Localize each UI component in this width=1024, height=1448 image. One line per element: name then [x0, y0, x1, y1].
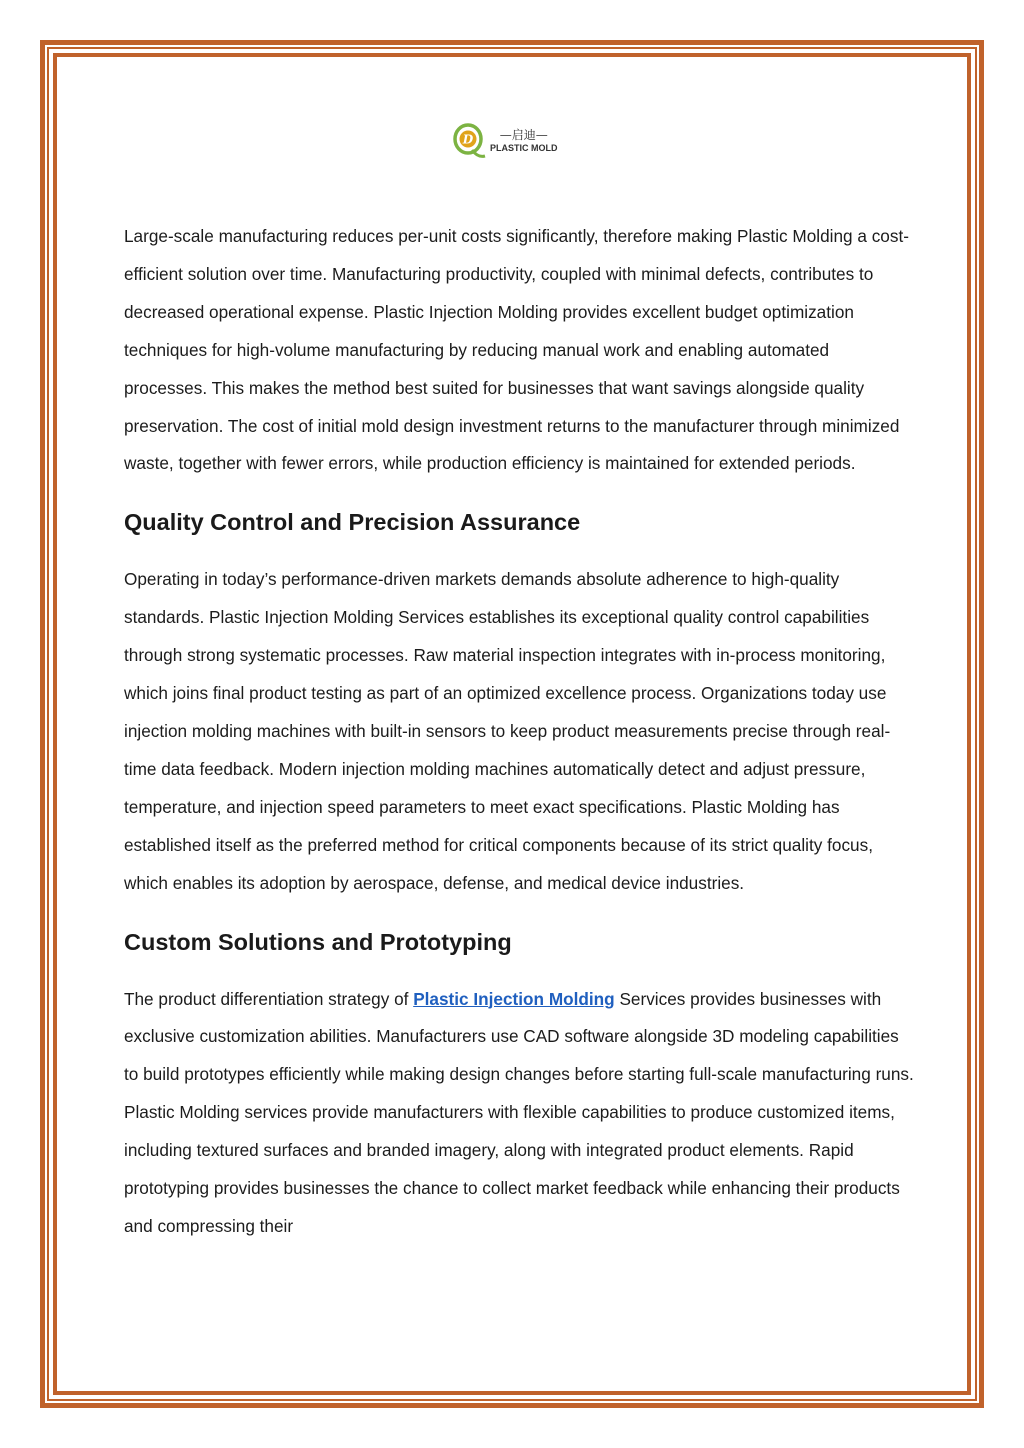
logo-chinese-text: —启迪— — [499, 128, 548, 142]
logo-english-text: PLASTIC MOLD — [490, 143, 558, 153]
company-logo — [452, 121, 572, 161]
paragraph-custom-solutions — [124, 981, 914, 1246]
paragraph-text-end: Services provides businesses with exclusive customization abilities. Manufacturers use CAD software alongside 3D modeling capabilities to build prototypes efficiently while making design changes before starting full-scale manufacturing runs. Plastic Molding services provide manufacturers with flexible capabilities to produce customized items, including textured surfaces and branded imagery, along with integrated product elements. Rapid prototyping provides businesses the chance to collect market feedback while enhancing their products and compressing their — [124, 988, 914, 1236]
logo-letter: D — [462, 132, 474, 147]
plastic-injection-molding-link[interactable]: Plastic Injection Molding — [413, 988, 615, 1009]
paragraph-text-start: The product differentiation strategy of — [124, 988, 414, 1009]
paragraph-cost-efficiency: Large-scale manufacturing reduces per-unit costs significantly, therefore making Plastic Molding a cost-efficient solution over time. Manufacturing productivity, coupled with minimal defects, contributes to decreased operational expense. Plastic Injection Molding provides excellent budget optimization techniques for high-volume manufacturing by reducing manual work and enabling automated processes. This makes the method best suited for businesses that want savings alongside quality preservation. The cost of initial mold design investment returns to the manufacturer through minimized waste, together with fewer errors, while production efficiency is maintained for extended periods. — [124, 226, 909, 474]
document-body — [124, 218, 914, 1246]
paragraph-quality-control: Operating in today’s performance-driven markets demands absolute adherence to high-quality standards. Plastic Injection Molding Services establishes its exceptional quality control capabilities through strong systematic processes. Raw material inspection integrates with in-process monitoring, which joins final product testing as part of an optimized excellence process. Organizations today use injection molding machines with built-in sensors to keep product measurements precise through real-time data feedback. Modern injection molding machines automatically detect and adjust pressure, temperature, and injection speed parameters to meet exact specifications. Plastic Molding has established itself as the preferred method for critical components because of its strict quality focus, which enables its adoption by aerospace, defense, and medical device industries. — [124, 569, 891, 893]
heading-custom-solutions: Custom Solutions and Prototyping — [124, 928, 512, 955]
heading-quality-control: Quality Control and Precision Assurance — [124, 509, 581, 536]
logo-q-d-icon — [452, 122, 486, 160]
